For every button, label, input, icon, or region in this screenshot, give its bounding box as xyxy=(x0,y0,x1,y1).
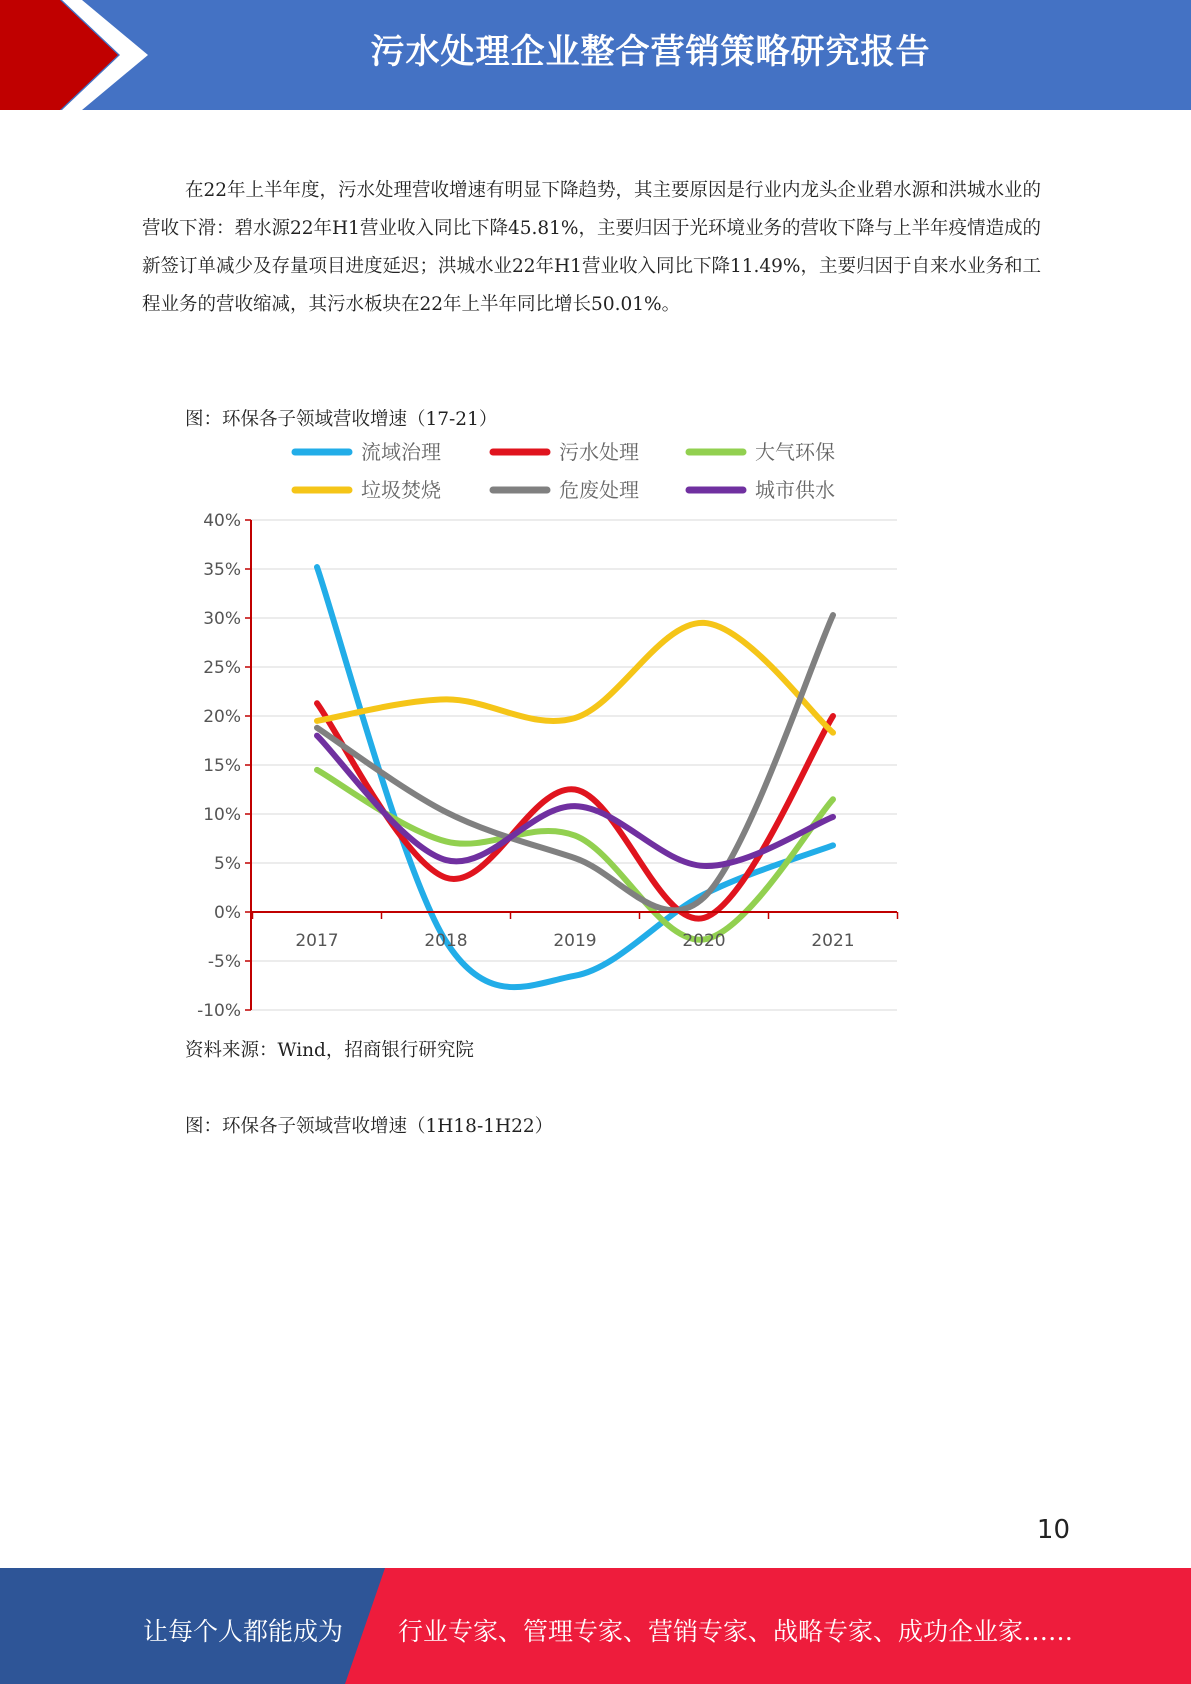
legend-label: 污水处理 xyxy=(559,440,639,464)
y-tick-label: 30% xyxy=(203,609,241,629)
footer-slogan-right: 行业专家、管理专家、营销专家、战略专家、成功企业家…… xyxy=(398,1617,1074,1646)
y-tick-label: 40% xyxy=(203,511,241,531)
x-tick-label: 2017 xyxy=(295,931,339,951)
header-arrow-decoration xyxy=(0,0,160,110)
y-tick-label: 25% xyxy=(203,658,241,678)
figure-2-caption: 图：环保各子领域营收增速（1H18-1H22） xyxy=(185,1116,554,1137)
page-number: 10 xyxy=(1036,1515,1070,1545)
revenue-growth-chart xyxy=(185,432,905,1022)
chart-axis-labels xyxy=(197,511,855,1021)
legend-label: 城市供水 xyxy=(755,478,835,502)
legend-label: 大气环保 xyxy=(755,440,835,464)
y-tick-label: 5% xyxy=(214,854,241,874)
chart-source-note: 资料来源：Wind，招商银行研究院 xyxy=(185,1040,474,1061)
chart-series-lines xyxy=(317,567,833,987)
legend-label: 危废处理 xyxy=(559,478,639,502)
y-tick-label: -10% xyxy=(197,1001,241,1021)
series-line-流域治理 xyxy=(317,567,833,987)
figure-1-caption: 图：环保各子领域营收增速（17-21） xyxy=(185,409,498,430)
x-tick-label: 2018 xyxy=(424,931,468,951)
x-tick-label: 2021 xyxy=(811,931,855,951)
legend-label: 垃圾焚烧 xyxy=(361,478,441,502)
footer-slogan-left: 让每个人都能成为 xyxy=(143,1617,344,1646)
y-tick-label: 10% xyxy=(203,805,241,825)
y-tick-label: -5% xyxy=(207,952,241,972)
x-tick-label: 2019 xyxy=(553,931,597,951)
body-paragraph: 在22年上半年度，污水处理营收增速有明显下降趋势，其主要原因是行业内龙头企业碧水源和洪城水业的营收下滑：碧水源22年H1营业收入同比下降45.81%，主要归因于光环境业务的营收下降与上半年疫情造成的新签订单减少及存量项目进度延迟；洪城水业22年H1营业收入同比下降11.49%，主要归因于自来水业务和工程业务的营收缩减，其污水板块在22年上半年同比增长50.01%。 xyxy=(142,180,1042,315)
y-tick-label: 0% xyxy=(214,903,241,923)
y-tick-label: 35% xyxy=(203,560,241,580)
report-title: 污水处理企业整合营销策略研究报告 xyxy=(370,32,931,72)
header-bar xyxy=(0,0,1191,110)
legend-label: 流域治理 xyxy=(361,440,441,464)
y-tick-label: 20% xyxy=(203,707,241,727)
chart-legend xyxy=(295,440,835,502)
y-tick-label: 15% xyxy=(203,756,241,776)
x-tick-label: 2020 xyxy=(682,931,726,951)
